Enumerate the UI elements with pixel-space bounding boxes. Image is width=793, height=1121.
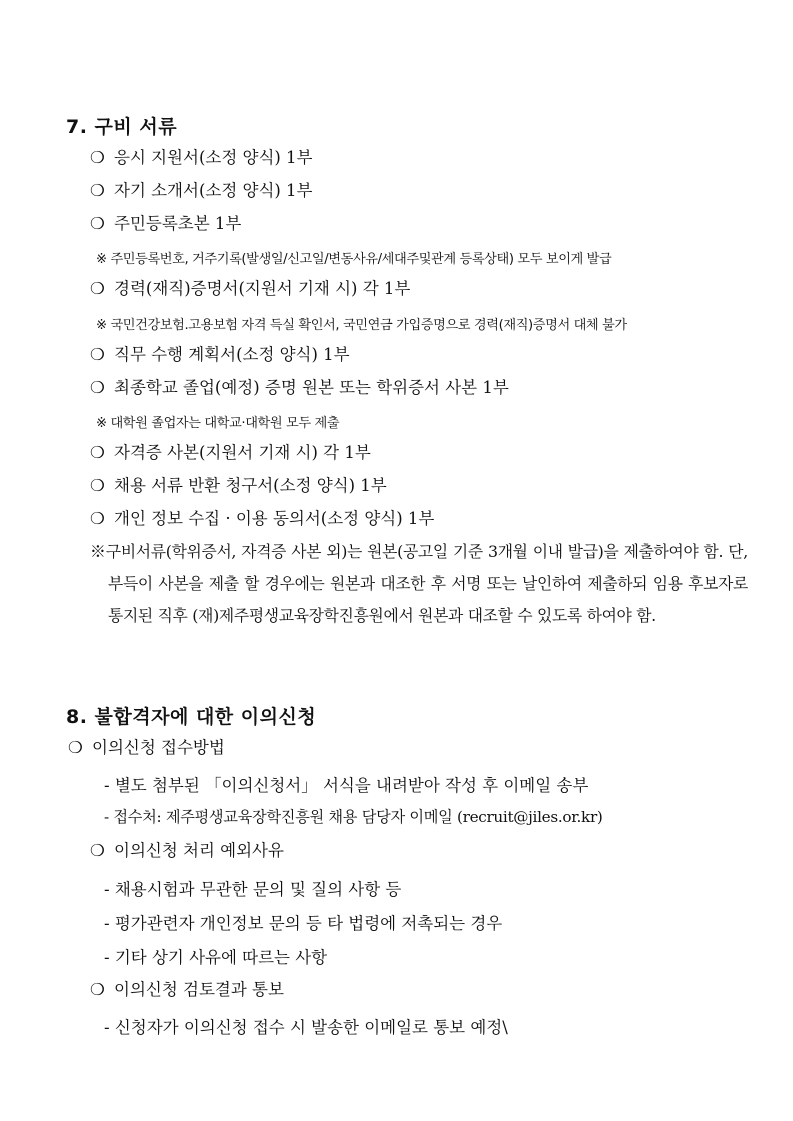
circle-bullet-icon: ❍ — [90, 279, 105, 298]
circle-bullet-icon: ❍ — [90, 476, 105, 495]
list-item-text: 직무 수행 계획서(소정 양식) 1부 — [114, 345, 350, 364]
circle-bullet-icon: ❍ — [90, 181, 105, 200]
group-label-text: 이의신청 처리 예외사유 — [114, 841, 284, 860]
circle-bullet-icon: ❍ — [90, 345, 105, 364]
group-label — [90, 841, 284, 861]
note-text: ※ 대학원 졸업자는 대학교·대학원 모두 제출 — [96, 416, 340, 431]
list-item — [90, 279, 410, 299]
dash-item: - 평가관련자 개인정보 문의 등 타 법령에 저촉되는 경우 — [104, 914, 503, 933]
circle-bullet-icon: ❍ — [90, 443, 105, 462]
note-text: ※ 주민등록번호, 거주기록(발생일/신고일/변동사유/세대주및관계 등록상태) 모두 보이게 발급 — [96, 252, 612, 267]
list-item-text: 주민등록초본 1부 — [114, 214, 242, 233]
list-item-text: 최종학교 졸업(예정) 증명 원본 또는 학위증서 사본 1부 — [114, 378, 509, 397]
list-item — [90, 214, 241, 234]
remark-paragraph: ※구비서류(학위증서, 자격증 사본 외)는 원본(공고일 기준 3개월 이내 발급)을 제출하여야 함. 단, 부득이 사본을 제출 할 경우에는 원본과 대조한 후 서명 또는 날인하여 제출하되 임용 후보자로 통지된 직후 (재)제주평생교육장학진흥원에서 원본과 대조할 수 있도록 하여야 함. — [90, 542, 748, 625]
group-label-text: 이의신청 검토결과 통보 — [114, 980, 284, 999]
list-item — [90, 443, 371, 463]
list-item-text: 자격증 사본(지원서 기재 시) 각 1부 — [114, 443, 371, 462]
dash-item: - 접수처: 제주평생교육장학진흥원 채용 담당자 이메일 (recruit@jiles.or.kr) — [104, 808, 603, 826]
circle-bullet-icon: ❍ — [90, 841, 105, 860]
circle-bullet-icon: ❍ — [90, 214, 105, 233]
list-item — [90, 148, 313, 168]
list-item — [90, 509, 434, 529]
group-label — [90, 980, 284, 1000]
list-item-text: 채용 서류 반환 청구서(소정 양식) 1부 — [114, 476, 387, 495]
list-item-text: 응시 지원서(소정 양식) 1부 — [114, 148, 313, 167]
circle-bullet-icon: ❍ — [90, 378, 105, 397]
circle-bullet-icon: ❍ — [90, 148, 105, 167]
list-item — [90, 181, 313, 201]
section-7-title: 7. 구비 서류 — [66, 116, 178, 138]
circle-bullet-icon: ❍ — [68, 738, 83, 757]
list-item-text: 자기 소개서(소정 양식) 1부 — [114, 181, 313, 200]
dash-item: - 채용시험과 무관한 문의 및 질의 사항 등 — [104, 880, 402, 899]
group-label — [68, 738, 225, 758]
dash-item: - 신청자가 이의신청 접수 시 발송한 이메일로 통보 예정\ — [104, 1018, 508, 1037]
list-item — [90, 345, 350, 365]
list-item-text: 개인 정보 수집 · 이용 동의서(소정 양식) 1부 — [114, 509, 435, 528]
circle-bullet-icon: ❍ — [90, 980, 105, 999]
list-item — [90, 378, 509, 398]
list-item-text: 경력(재직)증명서(지원서 기재 시) 각 1부 — [114, 279, 411, 298]
dash-item: - 기타 상기 사유에 따르는 사항 — [104, 948, 328, 967]
note-text: ※ 국민건강보험.고용보험 자격 득실 확인서, 국민연금 가입증명으로 경력(재직)증명서 대체 불가 — [96, 318, 627, 333]
section-8-title: 8. 불합격자에 대한 이의신청 — [66, 706, 317, 728]
dash-item: - 별도 첨부된 「이의신청서」 서식을 내려받아 작성 후 이메일 송부 — [104, 776, 589, 795]
circle-bullet-icon: ❍ — [90, 509, 105, 528]
group-label-text: 이의신청 접수방법 — [92, 738, 225, 757]
list-item — [90, 476, 387, 496]
